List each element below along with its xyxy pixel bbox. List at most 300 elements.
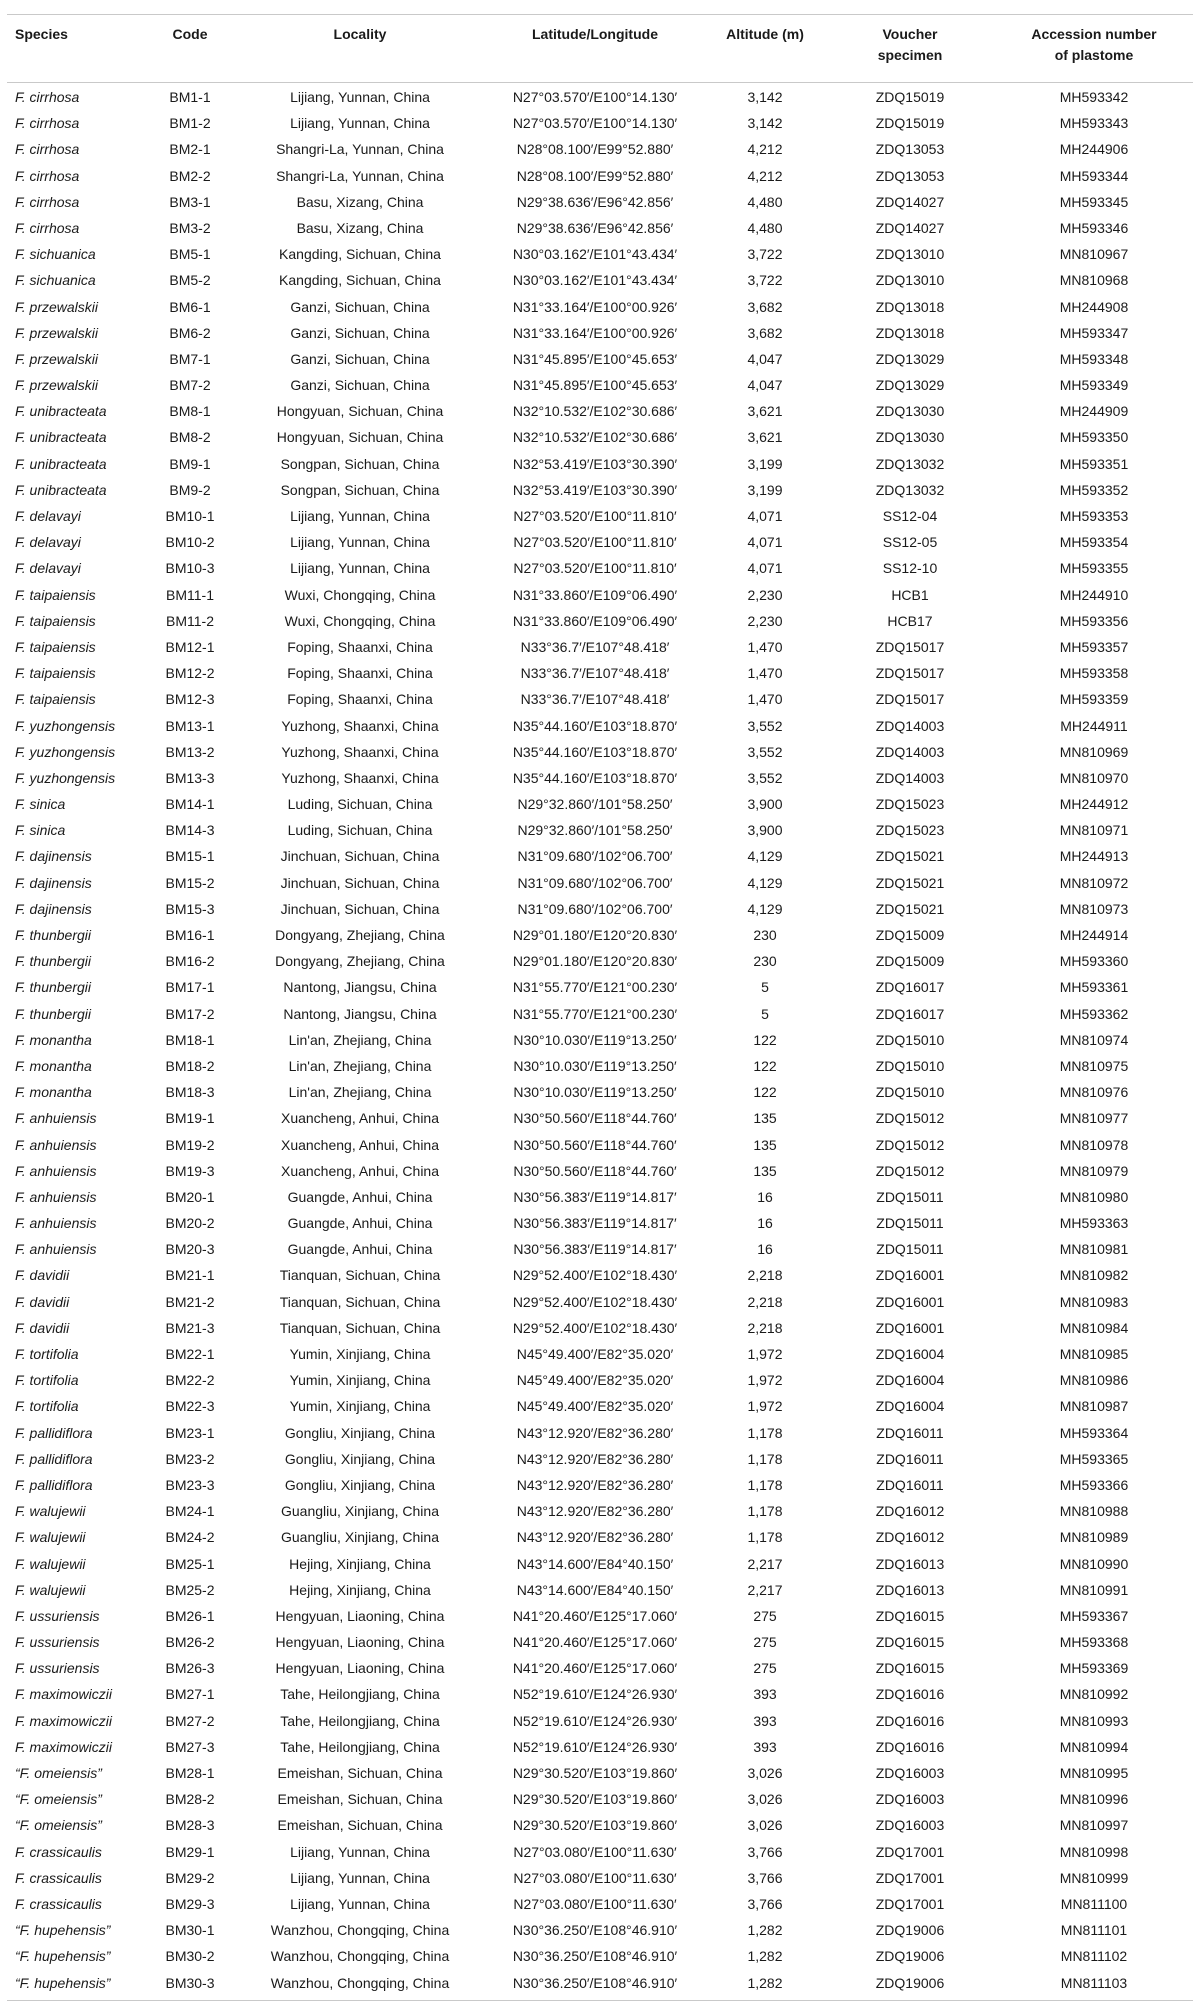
cell-accession: MH593342 — [1059, 89, 1129, 105]
cell-accession: MH593343 — [1059, 115, 1129, 132]
cell-accession: MN810967 — [1059, 246, 1129, 263]
cell-altitude: 16 — [757, 1215, 773, 1232]
cell-locality: Dongyang, Zhejiang, China — [275, 953, 445, 970]
table-row — [7, 765, 1193, 791]
cell-lat-long: N30°36.250′/E108°46.910′ — [512, 1948, 678, 1965]
cell-altitude: 16 — [757, 1241, 773, 1258]
cell-code: BM23-3 — [165, 1476, 215, 1493]
cell-locality: Lijiang, Yunnan, China — [290, 560, 430, 577]
cell-altitude: 135 — [753, 1162, 777, 1179]
cell-accession: MH593347 — [1059, 324, 1129, 341]
cell-locality: Wanzhou, Chongqing, China — [270, 1922, 450, 1939]
cell-altitude: 3,682 — [747, 324, 783, 341]
cell-lat-long: N30°56.383′/E119°14.817′ — [513, 1188, 677, 1205]
table-row — [7, 1681, 1193, 1707]
table-row — [7, 241, 1193, 267]
header-altitude: Altitude (m) — [726, 26, 804, 42]
cell-locality: Hengyuan, Liaoning, China — [275, 1660, 445, 1677]
cell-code: BM18-2 — [165, 1057, 215, 1074]
cell-voucher: ZDQ15017 — [875, 691, 945, 708]
cell-altitude: 3,900 — [747, 822, 783, 839]
table-row — [7, 922, 1193, 948]
cell-locality: Wanzhou, Chongqing, China — [270, 1974, 450, 1991]
cell-code: BM10-1 — [165, 508, 215, 524]
cell-lat-long: N27°03.520′/E100°11.810′ — [513, 508, 677, 524]
cell-altitude: 1,470 — [747, 638, 783, 655]
cell-altitude: 2,230 — [747, 612, 783, 629]
cell-locality: Xuancheng, Anhui, China — [280, 1110, 439, 1127]
cell-accession: MN810972 — [1059, 874, 1129, 891]
table-row — [7, 320, 1193, 346]
cell-accession: MH244911 — [1060, 717, 1128, 734]
cell-locality: Guangliu, Xinjiang, China — [281, 1503, 439, 1520]
cell-accession: MH593351 — [1059, 455, 1129, 472]
cell-species: F. maximowiczii — [15, 1712, 112, 1729]
cell-altitude: 3,199 — [747, 481, 783, 498]
cell-lat-long: N30°36.250′/E108°46.910′ — [512, 1922, 678, 1939]
cell-locality: Luding, Sichuan, China — [287, 822, 433, 839]
cell-species: F. dajinensis — [15, 900, 92, 917]
cell-accession: MN810996 — [1059, 1791, 1129, 1808]
cell-voucher: ZDQ13029 — [875, 377, 945, 394]
cell-species: F. maximowiczii — [15, 1738, 112, 1755]
cell-altitude: 3,026 — [747, 1791, 783, 1808]
cell-species: F. yuzhongensis — [15, 743, 116, 760]
cell-accession: MH593356 — [1059, 612, 1129, 629]
cell-lat-long: N32°53.419′/E103°30.390′ — [512, 481, 678, 498]
cell-accession: MN810985 — [1059, 1346, 1129, 1362]
cell-lat-long: N35°44.160′/E103°18.870′ — [512, 769, 678, 786]
cell-lat-long: N30°50.560′/E118°44.760′ — [513, 1110, 677, 1127]
cell-accession: MN810991 — [1059, 1581, 1129, 1598]
cell-lat-long: N45°49.400′/E82°35.020′ — [516, 1372, 674, 1389]
cell-voucher: ZDQ13010 — [875, 272, 945, 289]
cell-species: F. walujewii — [15, 1581, 86, 1598]
table-top-rule — [7, 14, 1193, 15]
cell-accession: MN810974 — [1059, 1031, 1129, 1048]
cell-code: BM7-1 — [169, 350, 211, 367]
cell-altitude: 3,766 — [747, 1895, 783, 1912]
table-row — [7, 1655, 1193, 1681]
cell-code: BM18-3 — [165, 1084, 215, 1101]
cell-species: F. anhuiensis — [15, 1136, 97, 1153]
cell-voucher: ZDQ16011 — [876, 1450, 944, 1467]
cell-accession: MH593361 — [1059, 979, 1129, 996]
table-row — [7, 555, 1193, 581]
cell-accession: MN810989 — [1059, 1529, 1129, 1546]
cell-accession: MN810976 — [1059, 1084, 1129, 1101]
header-latitude-longitude: Latitude/Longitude — [532, 26, 658, 42]
cell-species: F. anhuiensis — [15, 1188, 97, 1205]
cell-locality: Jinchuan, Sichuan, China — [280, 848, 440, 865]
cell-voucher: ZDQ16015 — [875, 1660, 945, 1677]
cell-altitude: 16 — [757, 1188, 773, 1205]
cell-altitude: 3,199 — [747, 455, 783, 472]
table-row — [7, 1498, 1193, 1524]
header-species: Species — [15, 26, 68, 42]
cell-species: F. cirrhosa — [15, 219, 80, 236]
cell-code: BM26-2 — [165, 1634, 215, 1651]
table-row — [7, 110, 1193, 136]
cell-locality: Foping, Shaanxi, China — [287, 665, 433, 682]
cell-code: BM10-3 — [165, 560, 215, 577]
cell-species: F. pallidiflora — [15, 1424, 93, 1441]
cell-code: BM21-3 — [165, 1319, 215, 1336]
cell-altitude: 230 — [753, 927, 777, 943]
cell-species: F. taipaiensis — [15, 586, 96, 603]
cell-code: BM30-2 — [165, 1948, 215, 1965]
cell-lat-long: N27°03.520′/E100°11.810′ — [513, 534, 677, 551]
cell-locality: Jinchuan, Sichuan, China — [280, 874, 440, 891]
header-locality: Locality — [333, 26, 387, 42]
cell-code: BM30-3 — [165, 1974, 215, 1991]
cell-voucher: ZDQ15012 — [875, 1110, 945, 1127]
table-row — [7, 424, 1193, 450]
cell-species: F. davidii — [15, 1319, 70, 1336]
cell-altitude: 4,071 — [747, 508, 783, 524]
cell-lat-long: N27°03.080′/E100°11.630′ — [513, 1869, 677, 1886]
table-row — [7, 1367, 1193, 1393]
table-header-rule — [7, 82, 1193, 83]
cell-code: BM28-1 — [165, 1765, 215, 1781]
table-row — [7, 1812, 1193, 1838]
cell-lat-long: N31°55.770′/E121°00.230′ — [512, 979, 678, 996]
cell-code: BM24-2 — [165, 1529, 215, 1546]
cell-locality: Xuancheng, Anhui, China — [280, 1162, 439, 1179]
cell-voucher: ZDQ17001 — [875, 1843, 945, 1860]
cell-lat-long: N52°19.610′/E124°26.930′ — [512, 1712, 678, 1729]
cell-code: BM15-2 — [165, 874, 215, 891]
cell-species: F. delavayi — [15, 508, 81, 524]
cell-lat-long: N27°03.080′/E100°11.630′ — [513, 1843, 677, 1860]
table-row — [7, 1865, 1193, 1891]
cell-locality: Gongliu, Xinjiang, China — [284, 1424, 436, 1441]
cell-altitude: 275 — [753, 1634, 777, 1651]
cell-species: F. przewalskii — [15, 350, 98, 367]
cell-accession: MH593367 — [1059, 1607, 1129, 1624]
cell-locality: Yumin, Xinjiang, China — [289, 1372, 431, 1389]
cell-voucher: ZDQ13032 — [875, 481, 945, 498]
cell-voucher: ZDQ15012 — [875, 1136, 945, 1153]
table-row — [7, 1236, 1193, 1262]
cell-lat-long: N31°09.680′/102°06.700′ — [517, 848, 673, 865]
cell-voucher: ZDQ13053 — [875, 167, 945, 184]
cell-accession: MH593350 — [1059, 429, 1129, 446]
cell-altitude: 1,178 — [747, 1476, 783, 1493]
cell-altitude: 3,766 — [747, 1869, 783, 1886]
cell-altitude: 4,047 — [747, 377, 783, 394]
cell-altitude: 3,552 — [747, 743, 783, 760]
cell-voucher: ZDQ16016 — [875, 1738, 945, 1755]
cell-code: BM8-2 — [169, 429, 211, 446]
cell-lat-long: N29°52.400′/E102°18.430′ — [512, 1267, 678, 1284]
cell-lat-long: N43°14.600′/E84°40.150′ — [516, 1555, 674, 1572]
cell-locality: Hongyuan, Sichuan, China — [276, 403, 444, 420]
cell-voucher: ZDQ16012 — [875, 1529, 945, 1546]
table-row — [7, 1708, 1193, 1734]
cell-voucher: ZDQ13030 — [875, 429, 945, 446]
header-voucher-specimen: Voucher specimen — [877, 26, 943, 63]
table-row — [7, 346, 1193, 372]
cell-lat-long: N27°03.520′/E100°11.810′ — [513, 560, 677, 577]
cell-accession: MN810988 — [1059, 1503, 1129, 1520]
table-row — [7, 1341, 1193, 1367]
cell-accession: MH593353 — [1059, 508, 1129, 524]
cell-accession: MH593349 — [1059, 377, 1129, 394]
cell-code: BM2-1 — [169, 141, 211, 158]
cell-species: “F. hupehensis” — [15, 1974, 111, 1991]
cell-lat-long: N41°20.460′/E125°17.060′ — [512, 1660, 678, 1677]
cell-lat-long: N30°50.560′/E118°44.760′ — [513, 1136, 677, 1153]
cell-species: F. unibracteata — [15, 403, 107, 420]
cell-code: BM14-3 — [165, 822, 215, 839]
cell-code: BM30-1 — [165, 1922, 215, 1939]
header-code: Code — [172, 26, 208, 42]
cell-locality: Dongyang, Zhejiang, China — [275, 927, 445, 943]
cell-locality: Foping, Shaanxi, China — [287, 638, 433, 655]
cell-locality: Yumin, Xinjiang, China — [289, 1398, 431, 1415]
cell-altitude: 3,552 — [747, 769, 783, 786]
cell-locality: Lijiang, Yunnan, China — [290, 1843, 430, 1860]
cell-species: “F. omeiensis” — [15, 1817, 102, 1834]
cell-locality: Kangding, Sichuan, China — [279, 272, 441, 289]
cell-species: F. taipaiensis — [15, 612, 96, 629]
cell-species: F. crassicaulis — [15, 1843, 102, 1860]
cell-accession: MH244906 — [1059, 141, 1129, 158]
cell-species: F. thunbergii — [15, 979, 92, 996]
cell-lat-long: N43°12.920′/E82°36.280′ — [516, 1476, 674, 1493]
cell-accession: MH593363 — [1059, 1215, 1129, 1232]
cell-locality: Tahe, Heilongjiang, China — [280, 1712, 440, 1729]
cell-code: BM11-2 — [166, 612, 214, 629]
cell-species: F. anhuiensis — [15, 1162, 97, 1179]
cell-lat-long: N52°19.610′/E124°26.930′ — [512, 1686, 678, 1703]
cell-voucher: ZDQ19006 — [875, 1922, 945, 1939]
cell-code: BM20-3 — [165, 1241, 215, 1258]
cell-species: F. walujewii — [15, 1555, 86, 1572]
cell-locality: Jinchuan, Sichuan, China — [280, 900, 440, 917]
cell-altitude: 2,217 — [747, 1555, 783, 1572]
cell-voucher: ZDQ13053 — [875, 141, 945, 158]
cell-altitude: 3,026 — [747, 1765, 783, 1781]
cell-accession: MN811102 — [1060, 1948, 1128, 1965]
cell-species: F. delavayi — [15, 560, 81, 577]
cell-voucher: ZDQ15021 — [875, 874, 945, 891]
cell-code: BM18-1 — [165, 1031, 215, 1048]
cell-code: BM13-1 — [165, 717, 215, 734]
cell-locality: Hengyuan, Liaoning, China — [275, 1634, 445, 1651]
cell-altitude: 4,047 — [747, 350, 783, 367]
table-row — [7, 843, 1193, 869]
cell-voucher: ZDQ16013 — [875, 1581, 945, 1598]
table-bottom-rule — [7, 2000, 1193, 2001]
cell-voucher: HCB1 — [891, 586, 929, 603]
cell-code: BM13-2 — [165, 743, 215, 760]
cell-voucher: ZDQ16004 — [875, 1346, 945, 1362]
cell-code: BM27-2 — [165, 1712, 215, 1729]
cell-accession: MN811103 — [1060, 1974, 1128, 1991]
cell-species: F. taipaiensis — [15, 638, 96, 655]
cell-voucher: ZDQ13018 — [875, 324, 945, 341]
cell-species: F. cirrhosa — [15, 141, 80, 158]
cell-accession: MN810994 — [1059, 1738, 1129, 1755]
cell-accession: MN810984 — [1059, 1319, 1129, 1336]
cell-lat-long: N30°03.162′/E101°43.434′ — [512, 246, 678, 263]
cell-altitude: 393 — [753, 1712, 777, 1729]
table-row — [7, 1105, 1193, 1131]
cell-code: BM22-1 — [165, 1346, 215, 1362]
cell-lat-long: N45°49.400′/E82°35.020′ — [516, 1398, 674, 1415]
cell-voucher: ZDQ15009 — [875, 927, 945, 943]
cell-code: BM5-1 — [169, 246, 211, 263]
cell-voucher: ZDQ15017 — [875, 665, 945, 682]
cell-species: F. thunbergii — [15, 1005, 92, 1022]
cell-locality: Basu, Xizang, China — [296, 219, 424, 236]
table-row — [7, 1079, 1193, 1105]
cell-species: F. walujewii — [15, 1503, 86, 1520]
cell-accession: MH593344 — [1059, 167, 1129, 184]
table-row — [7, 1786, 1193, 1812]
cell-species: F. tortifolia — [15, 1398, 79, 1415]
cell-locality: Wuxi, Chongqing, China — [284, 586, 436, 603]
cell-species: F. monantha — [15, 1031, 92, 1048]
cell-lat-long: N29°38.636′/E96°42.856′ — [516, 219, 674, 236]
cell-locality: Lijiang, Yunnan, China — [290, 1869, 430, 1886]
cell-species: F. delavayi — [15, 534, 81, 551]
cell-species: F. tortifolia — [15, 1346, 79, 1362]
cell-accession: MN810978 — [1059, 1136, 1129, 1153]
cell-altitude: 3,621 — [747, 429, 783, 446]
cell-species: F. cirrhosa — [15, 193, 80, 210]
cell-altitude: 1,470 — [747, 691, 783, 708]
cell-lat-long: N28°08.100′/E99°52.880′ — [516, 141, 674, 158]
cell-code: BM6-1 — [169, 298, 211, 315]
cell-lat-long: N31°09.680′/102°06.700′ — [517, 874, 673, 891]
table-row — [7, 372, 1193, 398]
cell-code: BM21-1 — [165, 1267, 215, 1284]
cell-locality: Gongliu, Xinjiang, China — [284, 1476, 436, 1493]
cell-accession: MH244909 — [1059, 403, 1129, 420]
cell-locality: Ganzi, Sichuan, China — [290, 324, 430, 341]
cell-altitude: 4,129 — [747, 848, 783, 865]
table-row — [7, 817, 1193, 843]
table-row — [7, 974, 1193, 1000]
table-row — [7, 215, 1193, 241]
cell-lat-long: N30°50.560′/E118°44.760′ — [513, 1162, 677, 1179]
cell-altitude: 5 — [761, 1005, 769, 1022]
cell-voucher: ZDQ15010 — [875, 1031, 945, 1048]
cell-lat-long: N29°30.520′/E103°19.860′ — [512, 1817, 678, 1834]
cell-locality: Emeishan, Sichuan, China — [277, 1791, 443, 1808]
cell-voucher: ZDQ16015 — [875, 1607, 945, 1624]
cell-locality: Lijiang, Yunnan, China — [290, 89, 430, 105]
cell-code: BM27-1 — [165, 1686, 215, 1703]
cell-species: F. davidii — [15, 1267, 70, 1284]
cell-species: F. ussuriensis — [15, 1660, 100, 1677]
cell-species: F. crassicaulis — [15, 1869, 102, 1886]
cell-voucher: ZDQ16017 — [875, 1005, 945, 1022]
cell-altitude: 230 — [753, 953, 777, 970]
cell-accession: MH593345 — [1059, 193, 1129, 210]
cell-lat-long: N45°49.400′/E82°35.020′ — [516, 1346, 674, 1362]
cell-altitude: 4,071 — [747, 560, 783, 577]
cell-lat-long: N30°10.030′/E119°13.250′ — [513, 1057, 677, 1074]
cell-code: BM23-1 — [165, 1424, 215, 1441]
cell-locality: Yuzhong, Shaanxi, China — [281, 743, 439, 760]
cell-species: F. cirrhosa — [15, 167, 80, 184]
table-row — [7, 1132, 1193, 1158]
cell-lat-long: N31°33.164′/E100°00.926′ — [512, 324, 678, 341]
cell-lat-long: N29°32.860′/101°58.250′ — [517, 796, 673, 813]
cell-altitude: 4,480 — [747, 219, 783, 236]
cell-species: F. tortifolia — [15, 1372, 79, 1389]
cell-lat-long: N29°38.636′/E96°42.856′ — [516, 193, 674, 210]
cell-code: BM24-1 — [165, 1503, 215, 1520]
cell-code: BM19-3 — [165, 1162, 215, 1179]
cell-locality: Wanzhou, Chongqing, China — [270, 1948, 450, 1965]
cell-locality: Lijiang, Yunnan, China — [290, 1895, 430, 1912]
cell-voucher: ZDQ16004 — [875, 1398, 945, 1415]
cell-lat-long: N33°36.7′/E107°48.418′ — [520, 665, 670, 682]
table-row — [7, 634, 1193, 660]
cell-altitude: 1,282 — [747, 1948, 783, 1965]
cell-locality: Luding, Sichuan, China — [287, 796, 433, 813]
table-header — [7, 24, 1193, 78]
cell-voucher: SS12-04 — [882, 508, 938, 524]
table-row — [7, 896, 1193, 922]
cell-accession: MN810997 — [1059, 1817, 1129, 1834]
cell-altitude: 3,621 — [747, 403, 783, 420]
cell-species: F. przewalskii — [15, 324, 98, 341]
cell-accession: MH593368 — [1059, 1634, 1129, 1651]
cell-code: BM7-2 — [169, 377, 211, 394]
cell-lat-long: N43°12.920′/E82°36.280′ — [516, 1450, 674, 1467]
cell-lat-long: N30°56.383′/E119°14.817′ — [513, 1241, 677, 1258]
cell-species: F. walujewii — [15, 1529, 86, 1546]
cell-locality: Tianquan, Sichuan, China — [279, 1267, 441, 1284]
cell-altitude: 135 — [753, 1110, 777, 1127]
cell-accession: MH593366 — [1059, 1476, 1129, 1493]
cell-altitude: 4,071 — [747, 534, 783, 551]
cell-species: F. anhuiensis — [15, 1215, 97, 1232]
cell-voucher: ZDQ13029 — [875, 350, 945, 367]
cell-code: BM22-2 — [165, 1372, 215, 1389]
cell-voucher: ZDQ15019 — [875, 115, 945, 132]
cell-lat-long: N31°55.770′/E121°00.230′ — [512, 1005, 678, 1022]
table-row — [7, 686, 1193, 712]
cell-code: BM12-1 — [165, 638, 215, 655]
cell-lat-long: N27°03.570′/E100°14.130′ — [512, 89, 678, 105]
cell-accession: MN810987 — [1059, 1398, 1129, 1415]
cell-accession: MN811101 — [1060, 1922, 1128, 1939]
cell-species: F. taipaiensis — [15, 665, 96, 682]
cell-voucher: ZDQ16011 — [876, 1476, 944, 1493]
cell-altitude: 3,682 — [747, 298, 783, 315]
cell-code: BM25-2 — [165, 1581, 215, 1598]
cell-altitude: 1,178 — [747, 1424, 783, 1441]
cell-species: F. sinica — [15, 822, 66, 839]
cell-accession: MN810970 — [1059, 769, 1129, 786]
cell-species: F. dajinensis — [15, 874, 92, 891]
cell-code: BM19-2 — [165, 1136, 215, 1153]
cell-code: BM29-2 — [165, 1869, 215, 1886]
table-row — [7, 1262, 1193, 1288]
cell-locality: Songpan, Sichuan, China — [280, 481, 440, 498]
cell-code: BM29-3 — [165, 1895, 215, 1912]
cell-altitude: 4,212 — [747, 167, 783, 184]
cell-species: F. yuzhongensis — [15, 769, 116, 786]
cell-voucher: ZDQ15011 — [876, 1241, 944, 1258]
